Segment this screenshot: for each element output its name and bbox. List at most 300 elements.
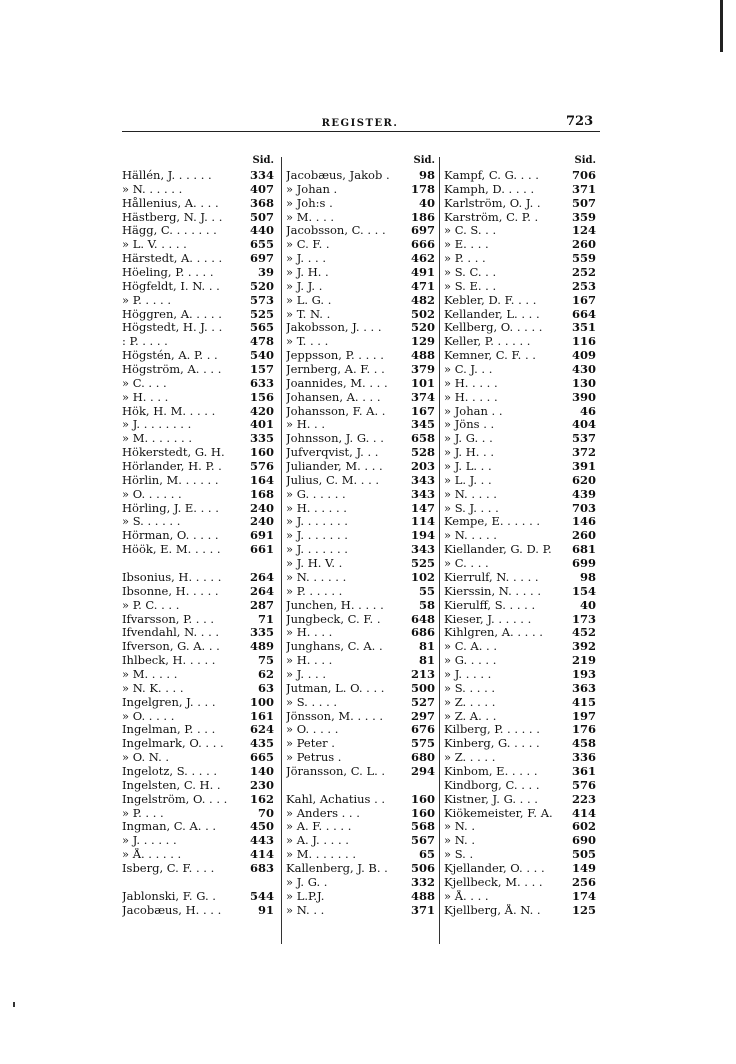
entry-page: 525	[249, 307, 274, 321]
entry-page: 167	[571, 293, 596, 307]
entry-name: » J. J. .	[286, 279, 323, 293]
entry-page: 287	[249, 598, 274, 612]
entry-name: Junchen, H. . . . .	[286, 598, 384, 612]
entry-page: 525	[410, 557, 435, 571]
entry-page: 294	[410, 764, 435, 778]
register-entry	[286, 377, 435, 391]
entry-page: 240	[249, 515, 274, 529]
entry-page: 46	[579, 404, 596, 418]
entry-page: 363	[571, 681, 596, 695]
register-entry	[444, 502, 596, 516]
entry-page: 203	[410, 460, 435, 474]
register-entry	[286, 654, 435, 668]
sid-header: Sid.	[252, 155, 274, 166]
register-entry	[286, 308, 435, 322]
entry-page: 157	[249, 363, 274, 377]
entry-name: » C. A. . .	[444, 640, 497, 654]
entry-name: Hästberg, N. J. . .	[122, 210, 223, 224]
entry-page: 71	[257, 612, 274, 626]
entry-name: Kinbom, E. . . . .	[444, 764, 538, 778]
entry-name: » N. . .	[286, 903, 325, 917]
entry-name: » Johan . .	[444, 404, 503, 418]
register-entry	[286, 474, 435, 488]
entry-page: 156	[249, 390, 274, 404]
entry-page: 219	[571, 654, 596, 668]
entry-page: 520	[410, 321, 435, 335]
register-entry	[286, 862, 435, 876]
entry-name: » C. S. . .	[444, 224, 497, 238]
register-column-1	[122, 155, 274, 917]
entry-page: 391	[571, 460, 596, 474]
entry-page: 167	[410, 404, 435, 418]
entry-page: 75	[257, 654, 274, 668]
register-entry	[286, 224, 435, 238]
register-entry	[286, 321, 435, 335]
entry-name: Jernberg, A. F. . .	[286, 363, 385, 377]
register-entry	[122, 765, 274, 779]
register-entry	[444, 807, 596, 821]
entry-name: » J. . . . .	[444, 667, 492, 681]
entry-page: 576	[249, 460, 274, 474]
register-entry	[444, 751, 596, 765]
register-entry	[444, 515, 596, 529]
register-entry	[286, 571, 435, 585]
entry-name: Ibsonne, H. . . . .	[122, 584, 219, 598]
entry-page: 439	[571, 487, 596, 501]
entry-page: 351	[571, 321, 596, 335]
register-entry	[444, 349, 596, 363]
entry-page: 81	[418, 640, 435, 654]
entry-page: 260	[571, 529, 596, 543]
entry-name: Isberg, C. F. . . .	[122, 861, 215, 875]
register-entry	[444, 308, 596, 322]
register-entry	[122, 613, 274, 627]
register-entry	[122, 807, 274, 821]
entry-page: 520	[249, 279, 274, 293]
register-entry	[122, 349, 274, 363]
entry-page: 98	[579, 570, 596, 584]
sid-header: Sid.	[574, 155, 596, 166]
entry-page: 507	[249, 210, 274, 224]
entry-page: 500	[410, 681, 435, 695]
entry-name: Jacobæus, H. . . .	[122, 903, 222, 917]
entry-name: Kjellberg, Å. N. .	[444, 903, 541, 917]
entry-page: 168	[249, 487, 274, 501]
entry-name: » N. . . . .	[444, 529, 497, 543]
entry-name: Jablonski, F. G. .	[122, 889, 216, 903]
entry-page: 392	[571, 640, 596, 654]
entry-name: Ihlbeck, H. . . . .	[122, 654, 216, 668]
entry-name: » Z. . . . .	[444, 751, 496, 765]
entry-page: 176	[571, 723, 596, 737]
register-entry	[444, 238, 596, 252]
entry-page: 81	[418, 654, 435, 668]
entry-page: 149	[571, 861, 596, 875]
entry-name: Hörman, O. . . . .	[122, 529, 219, 543]
register-entry	[122, 432, 274, 446]
entry-name: » L. J. . .	[444, 473, 492, 487]
entry-page: 489	[249, 640, 274, 654]
entry-page: 194	[410, 529, 435, 543]
register-entry	[286, 252, 435, 266]
register-entry	[444, 696, 596, 710]
register-entry	[444, 211, 596, 225]
entry-page: 443	[249, 834, 274, 848]
register-entry	[122, 183, 274, 197]
entry-name: Högfeldt, I. N. . .	[122, 279, 220, 293]
entry-name: » H. . . .	[122, 390, 169, 404]
register-entry	[444, 557, 596, 571]
entry-page: 544	[249, 889, 274, 903]
entry-page: 620	[571, 473, 596, 487]
register-entry	[444, 197, 596, 211]
register-entry	[444, 654, 596, 668]
entry-page: 374	[410, 390, 435, 404]
entry-page: 343	[410, 473, 435, 487]
entry-name: Kinberg, G. . . . .	[444, 737, 540, 751]
register-entry	[444, 710, 596, 724]
entry-page: 371	[410, 903, 435, 917]
entry-page: 664	[571, 307, 596, 321]
entry-name: » J. L. . .	[444, 460, 492, 474]
register-entry	[444, 793, 596, 807]
entry-name: » H. . . .	[286, 626, 333, 640]
entry-name: » P. . . .	[444, 252, 486, 266]
entry-name: » Å. . . .	[444, 889, 489, 903]
entry-page: 40	[579, 598, 596, 612]
entry-name: Jöransson, C. L. .	[286, 764, 386, 778]
entry-page: 690	[571, 834, 596, 848]
entry-page: 252	[571, 266, 596, 280]
register-entry	[444, 737, 596, 751]
register-entry	[286, 418, 435, 432]
entry-page: 450	[249, 820, 274, 834]
entry-name: » O. N. .	[122, 751, 170, 765]
entry-name: » N. .	[444, 834, 475, 848]
register-entry	[122, 377, 274, 391]
entry-page: 343	[410, 543, 435, 557]
entry-page: 471	[410, 279, 435, 293]
entry-page: 264	[249, 570, 274, 584]
register-entry	[286, 710, 435, 724]
register-entry	[444, 820, 596, 834]
entry-name: Kierssin, N. . . . .	[444, 584, 541, 598]
register-entry	[122, 626, 274, 640]
entry-name: » Å. . . . . .	[122, 848, 182, 862]
entry-name: Karström, C. P. .	[444, 210, 539, 224]
entry-page: 160	[410, 792, 435, 806]
register-entry	[122, 571, 274, 585]
register-entry	[122, 682, 274, 696]
register-entry	[122, 820, 274, 834]
entry-name: Högström, A. . . .	[122, 363, 222, 377]
entry-name: Hökerstedt, G. H.	[122, 446, 225, 460]
entry-page: 102	[410, 570, 435, 584]
entry-name: Höggren, A. . . . .	[122, 307, 222, 321]
register-entry	[122, 460, 274, 474]
entry-name: » E. . . .	[444, 238, 489, 252]
entry-name: Joannides, M. . . .	[286, 376, 388, 390]
entry-name: » L.P.J.	[286, 889, 325, 903]
register-entry	[444, 405, 596, 419]
entry-name: » G. . . . . .	[286, 487, 346, 501]
entry-page: 697	[249, 252, 274, 266]
entry-name: » S. . . . .	[444, 681, 496, 695]
register-entry	[122, 668, 274, 682]
entry-page: 260	[571, 238, 596, 252]
entry-page: 193	[571, 667, 596, 681]
entry-name: Johansson, F. A. .	[286, 404, 386, 418]
entry-name: Högstedt, H. J. . .	[122, 321, 223, 335]
entry-name: » J. . . . . .	[122, 834, 177, 848]
entry-page: 633	[249, 376, 274, 390]
entry-name: » S. E. . .	[444, 279, 497, 293]
entry-name: Kjellander, O. . . .	[444, 861, 545, 875]
entry-page: 230	[249, 778, 274, 792]
register-entry	[122, 779, 274, 793]
entry-name: Karlström, O. J. .	[444, 196, 541, 210]
entry-page: 379	[410, 363, 435, 377]
register-entry	[286, 807, 435, 821]
register-entry	[444, 488, 596, 502]
register-entry	[444, 418, 596, 432]
entry-page: 65	[418, 848, 435, 862]
entry-name: » J. . . . . . . .	[122, 418, 192, 432]
entry-page: 658	[410, 432, 435, 446]
entry-name: » Z. A. . .	[444, 709, 497, 723]
register-entry	[286, 515, 435, 529]
register-entry	[444, 862, 596, 876]
entry-page: 147	[410, 501, 435, 515]
entry-name: » J. H. .	[286, 266, 329, 280]
entry-page: 125	[571, 903, 596, 917]
register-entry	[444, 682, 596, 696]
register-entry	[122, 876, 274, 890]
register-entry	[122, 557, 274, 571]
register-entry	[286, 446, 435, 460]
register-entry	[286, 543, 435, 557]
entry-name: Kellberg, O. . . . .	[444, 321, 543, 335]
register-entry	[122, 654, 274, 668]
entry-name: Jungbeck, C. F. .	[286, 612, 381, 626]
register-entry	[286, 904, 435, 918]
entry-name: » M. . . .	[286, 210, 335, 224]
entry-page: 505	[571, 848, 596, 862]
entry-page: 116	[571, 335, 596, 349]
register-entry	[444, 876, 596, 890]
entry-page: 435	[249, 737, 274, 751]
entry-name: Kamph, D. . . . .	[444, 182, 535, 196]
entry-name: Kebler, D. F. . . .	[444, 293, 537, 307]
register-entry	[444, 474, 596, 488]
entry-page: 691	[249, 529, 274, 543]
entry-page: 565	[249, 321, 274, 335]
register-entry	[122, 224, 274, 238]
entry-name: » N. .	[444, 820, 475, 834]
entry-page: 661	[249, 543, 274, 557]
entry-name: » Petrus .	[286, 751, 342, 765]
entry-name: Ingelgren, J. . . .	[122, 695, 216, 709]
register-entry	[122, 529, 274, 543]
register-entry	[286, 169, 435, 183]
entry-page: 213	[410, 667, 435, 681]
entry-page: 129	[410, 335, 435, 349]
entry-name: » S. C. . .	[444, 266, 497, 280]
entry-name: Ibsonius, H. . . . .	[122, 570, 222, 584]
entry-page: 58	[418, 598, 435, 612]
register-entry	[444, 543, 596, 557]
register-entry	[286, 266, 435, 280]
entry-name: » P. . . . . .	[286, 584, 343, 598]
entry-page: 602	[571, 820, 596, 834]
entry-page: 703	[571, 501, 596, 515]
register-entry	[444, 377, 596, 391]
entry-page: 154	[571, 584, 596, 598]
page-number: 723	[566, 114, 594, 129]
register-entry	[444, 668, 596, 682]
register-entry	[122, 751, 274, 765]
register-entry	[444, 848, 596, 862]
entry-name: Högstén, A. P. . .	[122, 349, 218, 363]
register-entry	[286, 723, 435, 737]
entry-name: Hållenius, A. . . .	[122, 196, 219, 210]
register-entry	[122, 405, 274, 419]
entry-page: 697	[410, 224, 435, 238]
register-entry	[444, 363, 596, 377]
entry-page: 488	[410, 349, 435, 363]
register-entry	[122, 737, 274, 751]
entry-name: » S. . . . .	[286, 695, 338, 709]
register-entry	[286, 405, 435, 419]
register-entry	[444, 252, 596, 266]
entry-page: 256	[571, 875, 596, 889]
register-entry	[444, 266, 596, 280]
entry-page: 414	[571, 806, 596, 820]
register-entry	[286, 529, 435, 543]
register-entry	[286, 391, 435, 405]
entry-name: Kiellander, G. D. P.	[444, 543, 552, 557]
register-entry	[122, 862, 274, 876]
entry-name: Hök, H. M. . . . .	[122, 404, 216, 418]
entry-name: » N. . . . . .	[286, 570, 347, 584]
entry-name: Kierulff, S. . . . .	[444, 598, 536, 612]
margin-speck	[13, 1002, 15, 1007]
register-entry	[122, 710, 274, 724]
entry-name: » O. . . . .	[286, 723, 339, 737]
entry-name: Keller, P. . . . . .	[444, 335, 531, 349]
register-entry	[286, 432, 435, 446]
entry-name: Ingelotz, S. . . . .	[122, 764, 218, 778]
register-entry	[286, 557, 435, 571]
register-entry	[286, 585, 435, 599]
register-entry	[286, 793, 435, 807]
entry-name: Jönsson, M. . . . .	[286, 709, 384, 723]
entry-page: 336	[571, 751, 596, 765]
register-entry	[444, 904, 596, 918]
register-entry	[286, 349, 435, 363]
entry-page: 371	[571, 182, 596, 196]
entry-name: Hörlin, M. . . . . .	[122, 473, 219, 487]
entry-page: 223	[571, 792, 596, 806]
register-entry	[444, 335, 596, 349]
entry-page: 683	[249, 861, 274, 875]
register-entry	[444, 432, 596, 446]
register-entry	[122, 169, 274, 183]
entry-page: 124	[571, 224, 596, 238]
entry-name: » A. F. . . . .	[286, 820, 352, 834]
register-entry	[444, 571, 596, 585]
entry-name: Jeppsson, P. . . . .	[286, 349, 384, 363]
register-entry	[286, 848, 435, 862]
entry-name: » C. F. .	[286, 238, 330, 252]
entry-name: » N. . . . . .	[122, 182, 183, 196]
register-entry	[122, 515, 274, 529]
column-divider-1	[281, 157, 282, 944]
entry-name: » Peter .	[286, 737, 335, 751]
entry-page: 130	[571, 376, 596, 390]
entry-name: Höök, E. M. . . . .	[122, 543, 221, 557]
entry-name: Hörling, J. E. . . .	[122, 501, 219, 515]
register-entry	[444, 446, 596, 460]
entry-page: 114	[410, 515, 435, 529]
register-entry	[444, 294, 596, 308]
entry-name: Kieser, J. . . . . .	[444, 612, 532, 626]
register-entry	[122, 266, 274, 280]
register-entry	[286, 280, 435, 294]
entry-name: Kilberg, P. . . . . .	[444, 723, 540, 737]
entry-page: 160	[249, 446, 274, 460]
register-entry	[122, 197, 274, 211]
entry-name: » J. . . . . . .	[286, 543, 348, 557]
entry-page: 240	[249, 501, 274, 515]
entry-page: 407	[249, 182, 274, 196]
entry-name: Julius, C. M. . . .	[286, 473, 380, 487]
register-entry	[286, 613, 435, 627]
entry-name: » Z. . . . .	[444, 695, 496, 709]
entry-page: 368	[249, 196, 274, 210]
entry-page: 452	[571, 626, 596, 640]
entry-name: Kihlgren, A. . . . .	[444, 626, 543, 640]
register-entry	[122, 640, 274, 654]
entry-name: Kahl, Achatius . .	[286, 792, 386, 806]
entry-name: » J. . . . . . .	[286, 529, 348, 543]
register-entry	[122, 474, 274, 488]
entry-page: 345	[410, 418, 435, 432]
entry-name: » J. . . .	[286, 667, 326, 681]
entry-name: Ifvendahl, N. . . .	[122, 626, 220, 640]
entry-name: Jakobsson, J. . . .	[286, 321, 382, 335]
entry-name: » S. J. . . .	[444, 501, 499, 515]
entry-name: » O. . . . . .	[122, 487, 182, 501]
entry-name: Kiökemeister, F. A.	[444, 806, 553, 820]
entry-page: 527	[410, 695, 435, 709]
register-entry	[444, 280, 596, 294]
entry-name: Höeling, P. . . . .	[122, 266, 214, 280]
entry-page: 335	[249, 432, 274, 446]
register-entry	[122, 211, 274, 225]
entry-page: 540	[249, 349, 274, 363]
entry-name: » J. H. . .	[444, 446, 495, 460]
register-entry	[122, 321, 274, 335]
register-entry	[122, 446, 274, 460]
entry-name: Kjellbeck, M. . . .	[444, 875, 543, 889]
register-entry	[122, 488, 274, 502]
register-entry	[122, 543, 274, 557]
entry-name: » N. . . . .	[444, 487, 497, 501]
entry-name: » G. . . . .	[444, 654, 497, 668]
register-entry	[444, 529, 596, 543]
entry-page: 665	[249, 751, 274, 765]
